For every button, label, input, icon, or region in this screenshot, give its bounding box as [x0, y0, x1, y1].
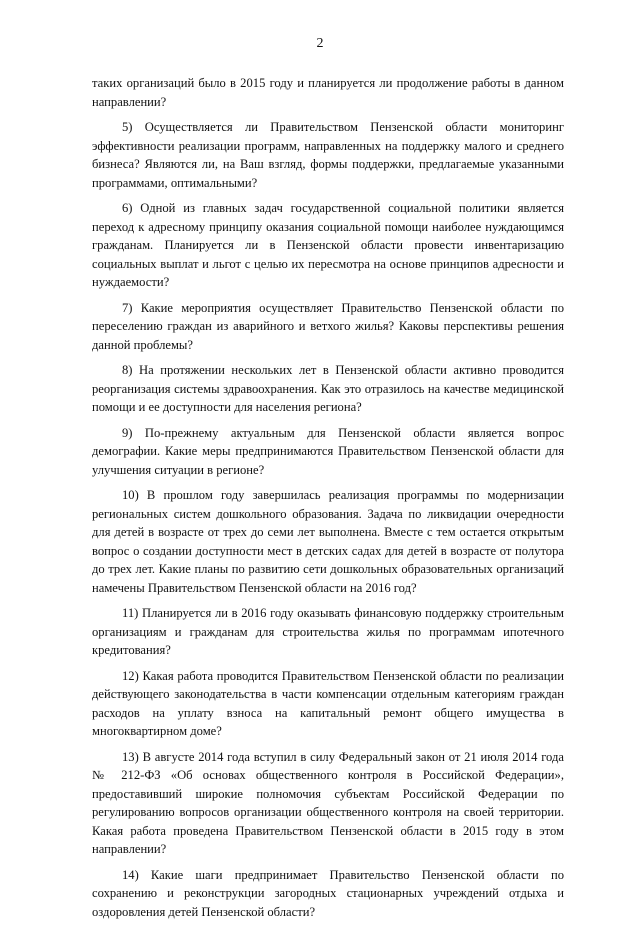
page-number: 2 — [316, 36, 324, 51]
question-7: 7) Какие мероприятия осуществляет Правительство Пензенской области по переселению граждан из аварийного и ветхого жилья? Каковы перспективы решения данной проблемы? — [92, 300, 564, 352]
question-8: 8) На протяжении нескольких лет в Пензенской области активно проводится реорганизация системы здравоохранения. Как это отразилось на качестве медицинской помощи и ее доступности для населения региона? — [92, 363, 564, 414]
question-9: 9) По-прежнему актуальным для Пензенской области является вопрос демографии. Какие меры предпринимаются Правительством Пензенской области для улучшения ситуации в регионе? — [92, 425, 564, 477]
question-12: 12) Какая работа проводится Правительством Пензенской области по реализации действующего законодательства в части компенсации отдельным категориям граждан расходов на уплату взноса на капитальный ремонт общего имущества в многоквартирном доме? — [92, 668, 564, 738]
paragraph-continuation: таких организаций было в 2015 году и планируется ли продолжение работы в данном направлении? — [92, 76, 564, 109]
question-11: 11) Планируется ли в 2016 году оказывать финансовую поддержку строительным организациям и гражданам для строительства жилья по программам ипотечного кредитования? — [92, 606, 564, 657]
question-14: 14) Какие шаги предпринимает Правительство Пензенской области по сохранению и реконструкции загородных стационарных учреждений отдыха и оздоровления детей Пензенской области? — [92, 867, 564, 919]
question-10: 10) В прошлом году завершилась реализация программы по модернизации региональных систем дошкольного образования. Задача по ликвидации очередности для детей в возрасте от трех до семи лет выполнена. Вместе с тем остается открытым вопрос о создании доступности мест в детских садах для детей в возрасте от полутора до трех лет. Какие планы по развитию сети дошкольных образовательных организаций намечены Правительством Пензенской области на 2016 год? — [92, 488, 564, 595]
question-13: 13) В августе 2014 года вступил в силу Федеральный закон от 21 июля 2014 года № 212-ФЗ «Об основах общественного контроля в Российской Федерации», предоставивший широкие полномочия субъектам Российской Федерации по регулированию вопросов организации общественного контроля на своей территории. Какая работа проведена Правительством Пензенской области в 2015 году в этом направлении? — [92, 749, 564, 856]
document-body — [92, 74, 564, 928]
question-5: 5) Осуществляется ли Правительством Пензенской области мониторинг эффективности реализации программ, направленных на поддержку малого и среднего бизнеса? Являются ли, на Ваш взгляд, формы поддержки, предлагаемые указанными программами, оптимальными? — [92, 120, 564, 190]
question-6: 6) Одной из главных задач государственной социальной политики является переход к адресному принципу оказания социальной помощи наиболее нуждающимся гражданам. Планируется ли в Пензенской области провести инвентаризацию социальных выплат и льгот с целью их пересмотра на основе принципов адресности и нуждаемости? — [92, 201, 564, 289]
